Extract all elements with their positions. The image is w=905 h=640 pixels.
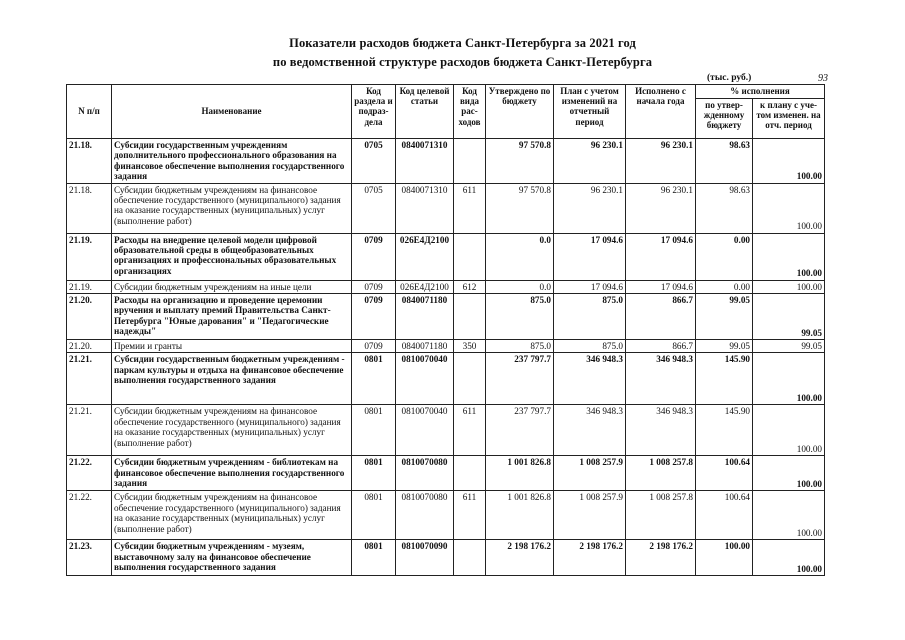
- row-approved: 875.0: [486, 340, 554, 353]
- row-name: Субсидии государственным бюджетным учреждениям - паркам культуры и отдыха на финансовое обеспечение выполнения государственного задания: [112, 353, 352, 405]
- row-razdel: 0709: [352, 280, 396, 293]
- row-razdel: 0709: [352, 233, 396, 280]
- col-header-pct-approved: по утвер-жденному бюджету: [696, 99, 753, 139]
- row-name: Субсидии бюджетным учреждениям на финансовое обеспечение государственного (муниципального) задания на оказание государственных (муниципальных) услуг (выполнение работ): [112, 491, 352, 540]
- row-executed: 96 230.1: [626, 183, 696, 233]
- col-header-num: N п/п: [67, 85, 112, 139]
- row-vid: 611: [454, 405, 486, 456]
- row-razdel: 0705: [352, 183, 396, 233]
- col-header-plan: План с учетом изменений на отчетный период: [554, 85, 626, 139]
- row-name: Расходы на организацию и проведение церемонии вручения и выплату премий Правительства Санкт-Петербурга "Юные дарования" и "Педагогические надежды": [112, 294, 352, 340]
- col-header-vid: Код вида рас-ходов: [454, 85, 486, 139]
- row-executed: 1 008 257.8: [626, 456, 696, 491]
- row-statya: 0840071180: [396, 294, 454, 340]
- row-approved: 237 797.7: [486, 405, 554, 456]
- row-num: 21.20.: [67, 294, 112, 340]
- row-statya: 0810070090: [396, 540, 454, 576]
- budget-table: [66, 84, 825, 576]
- row-num: 21.19.: [67, 280, 112, 293]
- row-razdel: 0705: [352, 139, 396, 184]
- row-name: Субсидии бюджетным учреждениям - музеям, выставочному залу на финансовое обеспечение выполнения государственного задания: [112, 540, 352, 576]
- row-razdel: 0709: [352, 340, 396, 353]
- row-pct-approved: 100.64: [696, 456, 753, 491]
- report-subtitle: по ведомственной структуре расходов бюджета Санкт-Петербурга: [272, 55, 653, 69]
- row-pct-approved: 145.90: [696, 405, 753, 456]
- table-row: [67, 340, 825, 353]
- row-num: 21.23.: [67, 540, 112, 576]
- row-approved: 0.0: [486, 233, 554, 280]
- row-executed: 17 094.6: [626, 280, 696, 293]
- row-vid: [454, 456, 486, 491]
- row-approved: 2 198 176.2: [486, 540, 554, 576]
- row-name: Расходы на внедрение целевой модели цифровой образовательной среды в общеобразовательных организациях и профессиональных образовательных организациях: [112, 233, 352, 280]
- row-pct-plan: 100.00: [753, 540, 825, 576]
- row-vid: [454, 139, 486, 184]
- table-row: [67, 233, 825, 280]
- row-razdel: 0709: [352, 294, 396, 340]
- col-header-name: Наименование: [112, 85, 352, 139]
- row-pct-approved: 0.00: [696, 233, 753, 280]
- table-row: [67, 294, 825, 340]
- row-statya: 0810070080: [396, 491, 454, 540]
- row-plan: 96 230.1: [554, 183, 626, 233]
- table-row: [67, 353, 825, 405]
- row-num: 21.22.: [67, 456, 112, 491]
- row-num: 21.22.: [67, 491, 112, 540]
- table-row: [67, 456, 825, 491]
- row-pct-plan: 100.00: [753, 233, 825, 280]
- row-plan: 346 948.3: [554, 353, 626, 405]
- row-statya: 0840071310: [396, 183, 454, 233]
- units-label: (тыс. руб.): [707, 73, 752, 83]
- col-header-percent-group: % исполнения: [696, 85, 825, 99]
- row-approved: 1 001 826.8: [486, 491, 554, 540]
- row-name: Премии и гранты: [112, 340, 352, 353]
- row-approved: 97 570.8: [486, 183, 554, 233]
- row-approved: 0.0: [486, 280, 554, 293]
- row-statya: 0810070080: [396, 456, 454, 491]
- row-pct-plan: 99.05: [753, 294, 825, 340]
- row-num: 21.20.: [67, 340, 112, 353]
- row-vid: [454, 233, 486, 280]
- table-row: [67, 139, 825, 184]
- row-executed: 17 094.6: [626, 233, 696, 280]
- row-plan: 875.0: [554, 294, 626, 340]
- row-vid: [454, 353, 486, 405]
- row-razdel: 0801: [352, 540, 396, 576]
- row-approved: 875.0: [486, 294, 554, 340]
- row-name: Субсидии государственным учреждениям дополнительного профессионального образования на финансовое обеспечение выполнения государственного задания: [112, 139, 352, 184]
- row-num: 21.21.: [67, 405, 112, 456]
- row-pct-plan: 100.00: [753, 353, 825, 405]
- row-executed: 866.7: [626, 340, 696, 353]
- row-vid: 611: [454, 491, 486, 540]
- row-executed: 1 008 257.8: [626, 491, 696, 540]
- row-plan: 1 008 257.9: [554, 491, 626, 540]
- row-executed: 2 198 176.2: [626, 540, 696, 576]
- row-plan: 875.0: [554, 340, 626, 353]
- row-num: 21.18.: [67, 139, 112, 184]
- row-name: Субсидии бюджетным учреждениям на финансовое обеспечение государственного (муниципального) задания на оказание государственных (муниципальных) услуг (выполнение работ): [112, 183, 352, 233]
- row-pct-approved: 100.00: [696, 540, 753, 576]
- row-pct-plan: 100.00: [753, 280, 825, 293]
- col-header-executed: Исполнено с начала года: [626, 85, 696, 139]
- row-name: Субсидии бюджетным учреждениям на иные цели: [112, 280, 352, 293]
- row-pct-approved: 100.64: [696, 491, 753, 540]
- row-num: 21.19.: [67, 233, 112, 280]
- row-statya: 0810070040: [396, 405, 454, 456]
- row-name: Субсидии бюджетным учреждениям на финансовое обеспечение государственного (муниципального) задания на оказание государственных (муниципальных) услуг (выполнение работ): [112, 405, 352, 456]
- row-plan: 1 008 257.9: [554, 456, 626, 491]
- row-statya: 026Е4Д2100: [396, 280, 454, 293]
- row-executed: 346 948.3: [626, 353, 696, 405]
- row-name: Субсидии бюджетным учреждениям - библиотекам на финансовое обеспечение выполнения государственного задания: [112, 456, 352, 491]
- row-plan: 346 948.3: [554, 405, 626, 456]
- col-header-approved: Утверждено по бюджету: [486, 85, 554, 139]
- row-pct-plan: 100.00: [753, 491, 825, 540]
- row-executed: 96 230.1: [626, 139, 696, 184]
- row-plan: 2 198 176.2: [554, 540, 626, 576]
- table-row: [67, 491, 825, 540]
- row-approved: 1 001 826.8: [486, 456, 554, 491]
- table-row: [67, 540, 825, 576]
- row-plan: 17 094.6: [554, 280, 626, 293]
- row-pct-plan: 100.00: [753, 139, 825, 184]
- row-statya: 0810070040: [396, 353, 454, 405]
- row-pct-approved: 0.00: [696, 280, 753, 293]
- row-pct-plan: 99.05: [753, 340, 825, 353]
- row-pct-plan: 100.00: [753, 183, 825, 233]
- row-plan: 96 230.1: [554, 139, 626, 184]
- table-row: [67, 183, 825, 233]
- row-pct-approved: 145.90: [696, 353, 753, 405]
- row-pct-approved: 99.05: [696, 340, 753, 353]
- col-header-statya: Код целевой статьи: [396, 85, 454, 139]
- row-vid: 611: [454, 183, 486, 233]
- row-num: 21.21.: [67, 353, 112, 405]
- row-statya: 0840071310: [396, 139, 454, 184]
- col-header-pct-plan: к плану с уче-том изменен. на отч. период: [753, 99, 825, 139]
- row-plan: 17 094.6: [554, 233, 626, 280]
- row-razdel: 0801: [352, 456, 396, 491]
- row-vid: [454, 540, 486, 576]
- row-pct-plan: 100.00: [753, 405, 825, 456]
- report-title: Показатели расходов бюджета Санкт-Петербурга за 2021 год: [289, 36, 636, 50]
- row-vid: 612: [454, 280, 486, 293]
- row-approved: 237 797.7: [486, 353, 554, 405]
- row-executed: 346 948.3: [626, 405, 696, 456]
- table-row: [67, 405, 825, 456]
- row-vid: [454, 294, 486, 340]
- row-pct-approved: 98.63: [696, 183, 753, 233]
- row-pct-approved: 98.63: [696, 139, 753, 184]
- row-pct-plan: 100.00: [753, 456, 825, 491]
- row-statya: 026Е4Д2100: [396, 233, 454, 280]
- row-razdel: 0801: [352, 491, 396, 540]
- row-statya: 0840071180: [396, 340, 454, 353]
- row-razdel: 0801: [352, 405, 396, 456]
- col-header-razdel: Код раздела и подраз-дела: [352, 85, 396, 139]
- page-number: 93: [818, 73, 828, 84]
- row-vid: 350: [454, 340, 486, 353]
- table-row: [67, 280, 825, 293]
- row-executed: 866.7: [626, 294, 696, 340]
- row-approved: 97 570.8: [486, 139, 554, 184]
- row-razdel: 0801: [352, 353, 396, 405]
- row-num: 21.18.: [67, 183, 112, 233]
- row-pct-approved: 99.05: [696, 294, 753, 340]
